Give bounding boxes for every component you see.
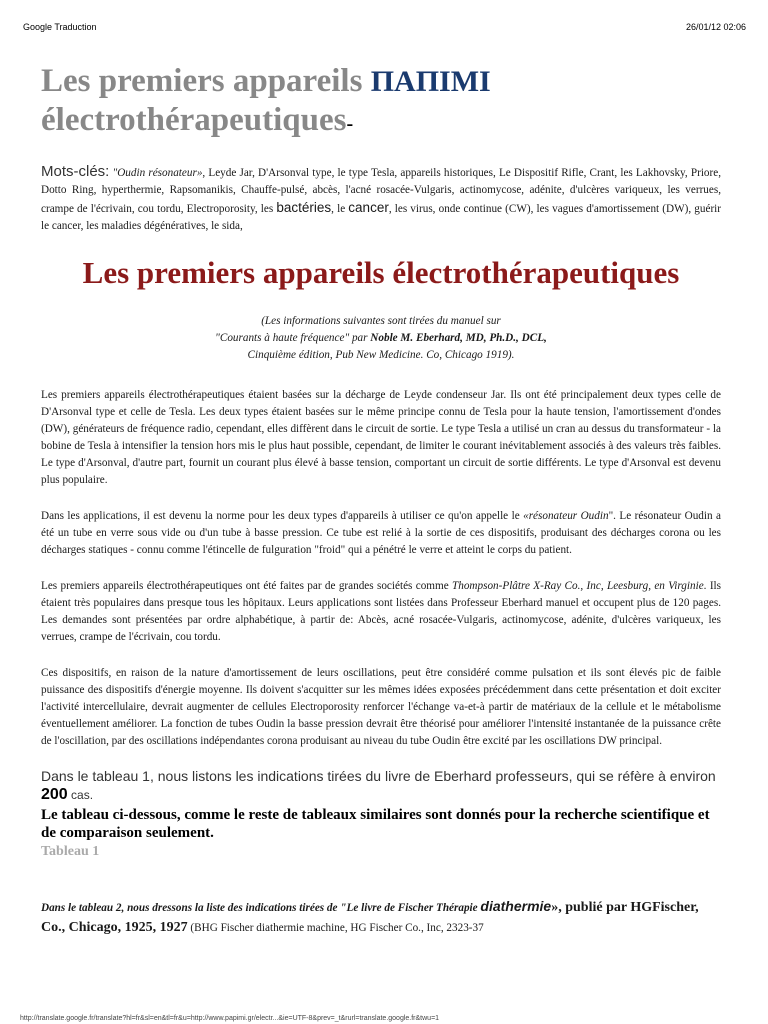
source-line1: (Les informations suivantes sont tirées du manuel sur xyxy=(261,315,501,327)
paragraph-2a: Dans les applications, il est devenu la norme pour les deux types d'appareils à utiliser ce qu'on appelle le xyxy=(41,510,524,522)
footer-url[interactable]: http://translate.google.fr/translate?hl=fr&sl=en&tl=fr&u=http://www.papimi.gr/electr...&ie=UTF-8&prev=_t&rurl=translate.google.fr&twu=1 xyxy=(20,1015,440,1022)
paragraph-3 xyxy=(41,578,721,646)
paragraph-1: Les premiers appareils électrothérapeutiques étaient basées sur la décharge de Leyde condenseur Jar. Ils ont été principalement deux types celle de D'Arsonval type et celle de Tesla. Les deux types étaient basées sur le même principe connu de Tesla pour la haute tension, l'amortissement d'ondes (DW), générateurs de fréquence radio, cependant, elles diffèrent dans le circuit de sortie. Le type Tesla a utilisé un cran au dessus du transformateur - la bobine de Tesla à intensifier la tension hors mis le plus haut possible, cependant, de limiter le courant inévitablement associés à des valeurs très faibles. Le type d'Arsonval, d'autre part, fournit un courant plus élevé à basse tension, comportant un circuit de sortie différents. Le type d'Arsonval est devenu plus populaire. xyxy=(41,389,721,486)
keywords-label: Mots-clés: xyxy=(41,163,110,180)
source-line2a: "Courants à haute fréquence" par xyxy=(215,332,371,344)
source-author: Noble M. Eberhard, MD, Ph.D., DCL, xyxy=(370,332,547,344)
paragraph-2-italic: «résonateur Oudin xyxy=(523,510,609,522)
keywords-part2: , le xyxy=(331,203,349,215)
title-main: Les premiers appareils xyxy=(41,63,363,99)
paragraph-3a: Les premiers appareils électrothérapeutiques ont été faites par de grandes sociétés comme xyxy=(41,580,453,592)
tableau-2-diathermie: diathermie xyxy=(480,898,552,914)
keywords-part1: , Leyde Jar, D'Arsonval type, le type Tesla, appareils historiques, Le Dispositif Rifle, Crant, les Lakhovsky, Priore, Dotto Ring, hyperthermie, Rapsomanikis, Chauffe-pulsé, abcès, l'acné rosacée-Vulgaris, actinomycose, adénite, d'ulcères variqueux, les verrues, crampe de l'écrivain, cou tordu, Electroporosity, les xyxy=(41,167,722,215)
tableau-intro-text: Dans le tableau 1, nous listons les indications tirées du livre de Eberhard professeurs, qui se réfère à environ xyxy=(41,768,716,784)
tableau-1-label: Tableau 1 xyxy=(41,844,100,859)
paragraph-2b: ". Le résonateur Oudin a été un tube en verre sous vide ou d'un tube à basse pression. Ce tube est relié à la sortie de ces dispositifs, produisant des décharges corona ou les décharges statiques - connu comme l'étincelle de fulguration "froid" qui a pénétré le verre et atteint le corps du patient. xyxy=(41,510,721,556)
source-line3: Cinquième édition, Pub New Medicine. Co, Chicago 1919). xyxy=(247,349,515,361)
tableau-intro xyxy=(41,767,721,804)
tableau-2-machine: (BHG Fischer diathermie machine, HG Fischer Co., Inc, 2323-37 xyxy=(187,922,484,934)
tableau-cas: cas. xyxy=(67,788,94,802)
tableau-count: 200 xyxy=(41,786,68,803)
title-greek-logo[interactable]: ΠΑΠΙΜΙ xyxy=(370,65,491,98)
section-heading: Les premiers appareils électrothérapeutiques xyxy=(82,255,680,290)
keyword-bacteries: bactéries xyxy=(276,200,332,215)
title-line2: électrothérapeutiques xyxy=(41,102,347,138)
paragraph-4: Ces dispositifs, en raison de la nature d'amortissement de leurs oscillations, peut être considéré comme pulsation et ils sont élevés pic de faible puissance des dispositifs d'énergie moyenne. Ils doivent s'acquitter sur les mêmes idées exposées précédemment dans cette présentation et doit exciter l'activité intercellulaire, devrait augmenter de cellules Electroporosity renforcer l'échange va-et-à partir de matériaux de la cellule et le métabolisme éventuellement améliorer. La fonction de tubes Oudin la basse pression devrait être théorisé pour améliorer l'intensité instantanée de la puissance crête de l'oscillation, par des oscillations indépendantes corona produisant au niveau du tube Oudin être excité par les oscillations DW principal. xyxy=(41,667,721,747)
header-datetime: 26/01/12 02:06 xyxy=(685,22,746,32)
title-dot: - xyxy=(346,113,354,135)
document-page xyxy=(41,62,721,938)
document-title xyxy=(41,62,721,143)
tableau-2-intro xyxy=(41,897,721,938)
keywords-part3: , les virus, onde continue (CW), les vagues d'amortissement (DW), guérir le cancer, les maladies dégénératives, le sida, xyxy=(41,203,722,232)
source-citation xyxy=(41,313,721,364)
paragraph-3-company: Thompson-Plâtre X-Ray Co., Inc, Leesburg, en Virginie xyxy=(452,580,704,592)
keyword-cancer: cancer xyxy=(348,200,389,215)
keywords xyxy=(41,163,721,235)
keywords-quoted: "Oudin résonateur» xyxy=(112,167,203,179)
tableau-2-publisher: », publié par HGFischer, Co., Chicago, 1925, 1927 xyxy=(41,900,699,935)
tableau-2-text: Dans le tableau 2, nous dressons la liste des indications tirées de "Le livre de Fischer Thérapie xyxy=(41,902,481,914)
paragraph-2 xyxy=(41,508,721,559)
header-app-name: Google Traduction xyxy=(23,22,97,32)
paragraph-3b: . Ils étaient très populaires dans presque tous les hôpitaux. Leurs applications sont listées dans Professeur Eberhard manuel et occupent plus de 120 pages. Les demandes sont présentées par ordre alphabétique, à partir de: Abcès, acné rosacée-Vulgaris, actinomycose, adénite, d'ulcères variqueux, les verrues, crampe de l'écrivain, cou tordu. xyxy=(41,580,721,643)
bold-note: Le tableau ci-dessous, comme le reste de tableaux similaires sont donnés pour la recherche scientifique et de comparaison seulement. xyxy=(41,807,710,841)
